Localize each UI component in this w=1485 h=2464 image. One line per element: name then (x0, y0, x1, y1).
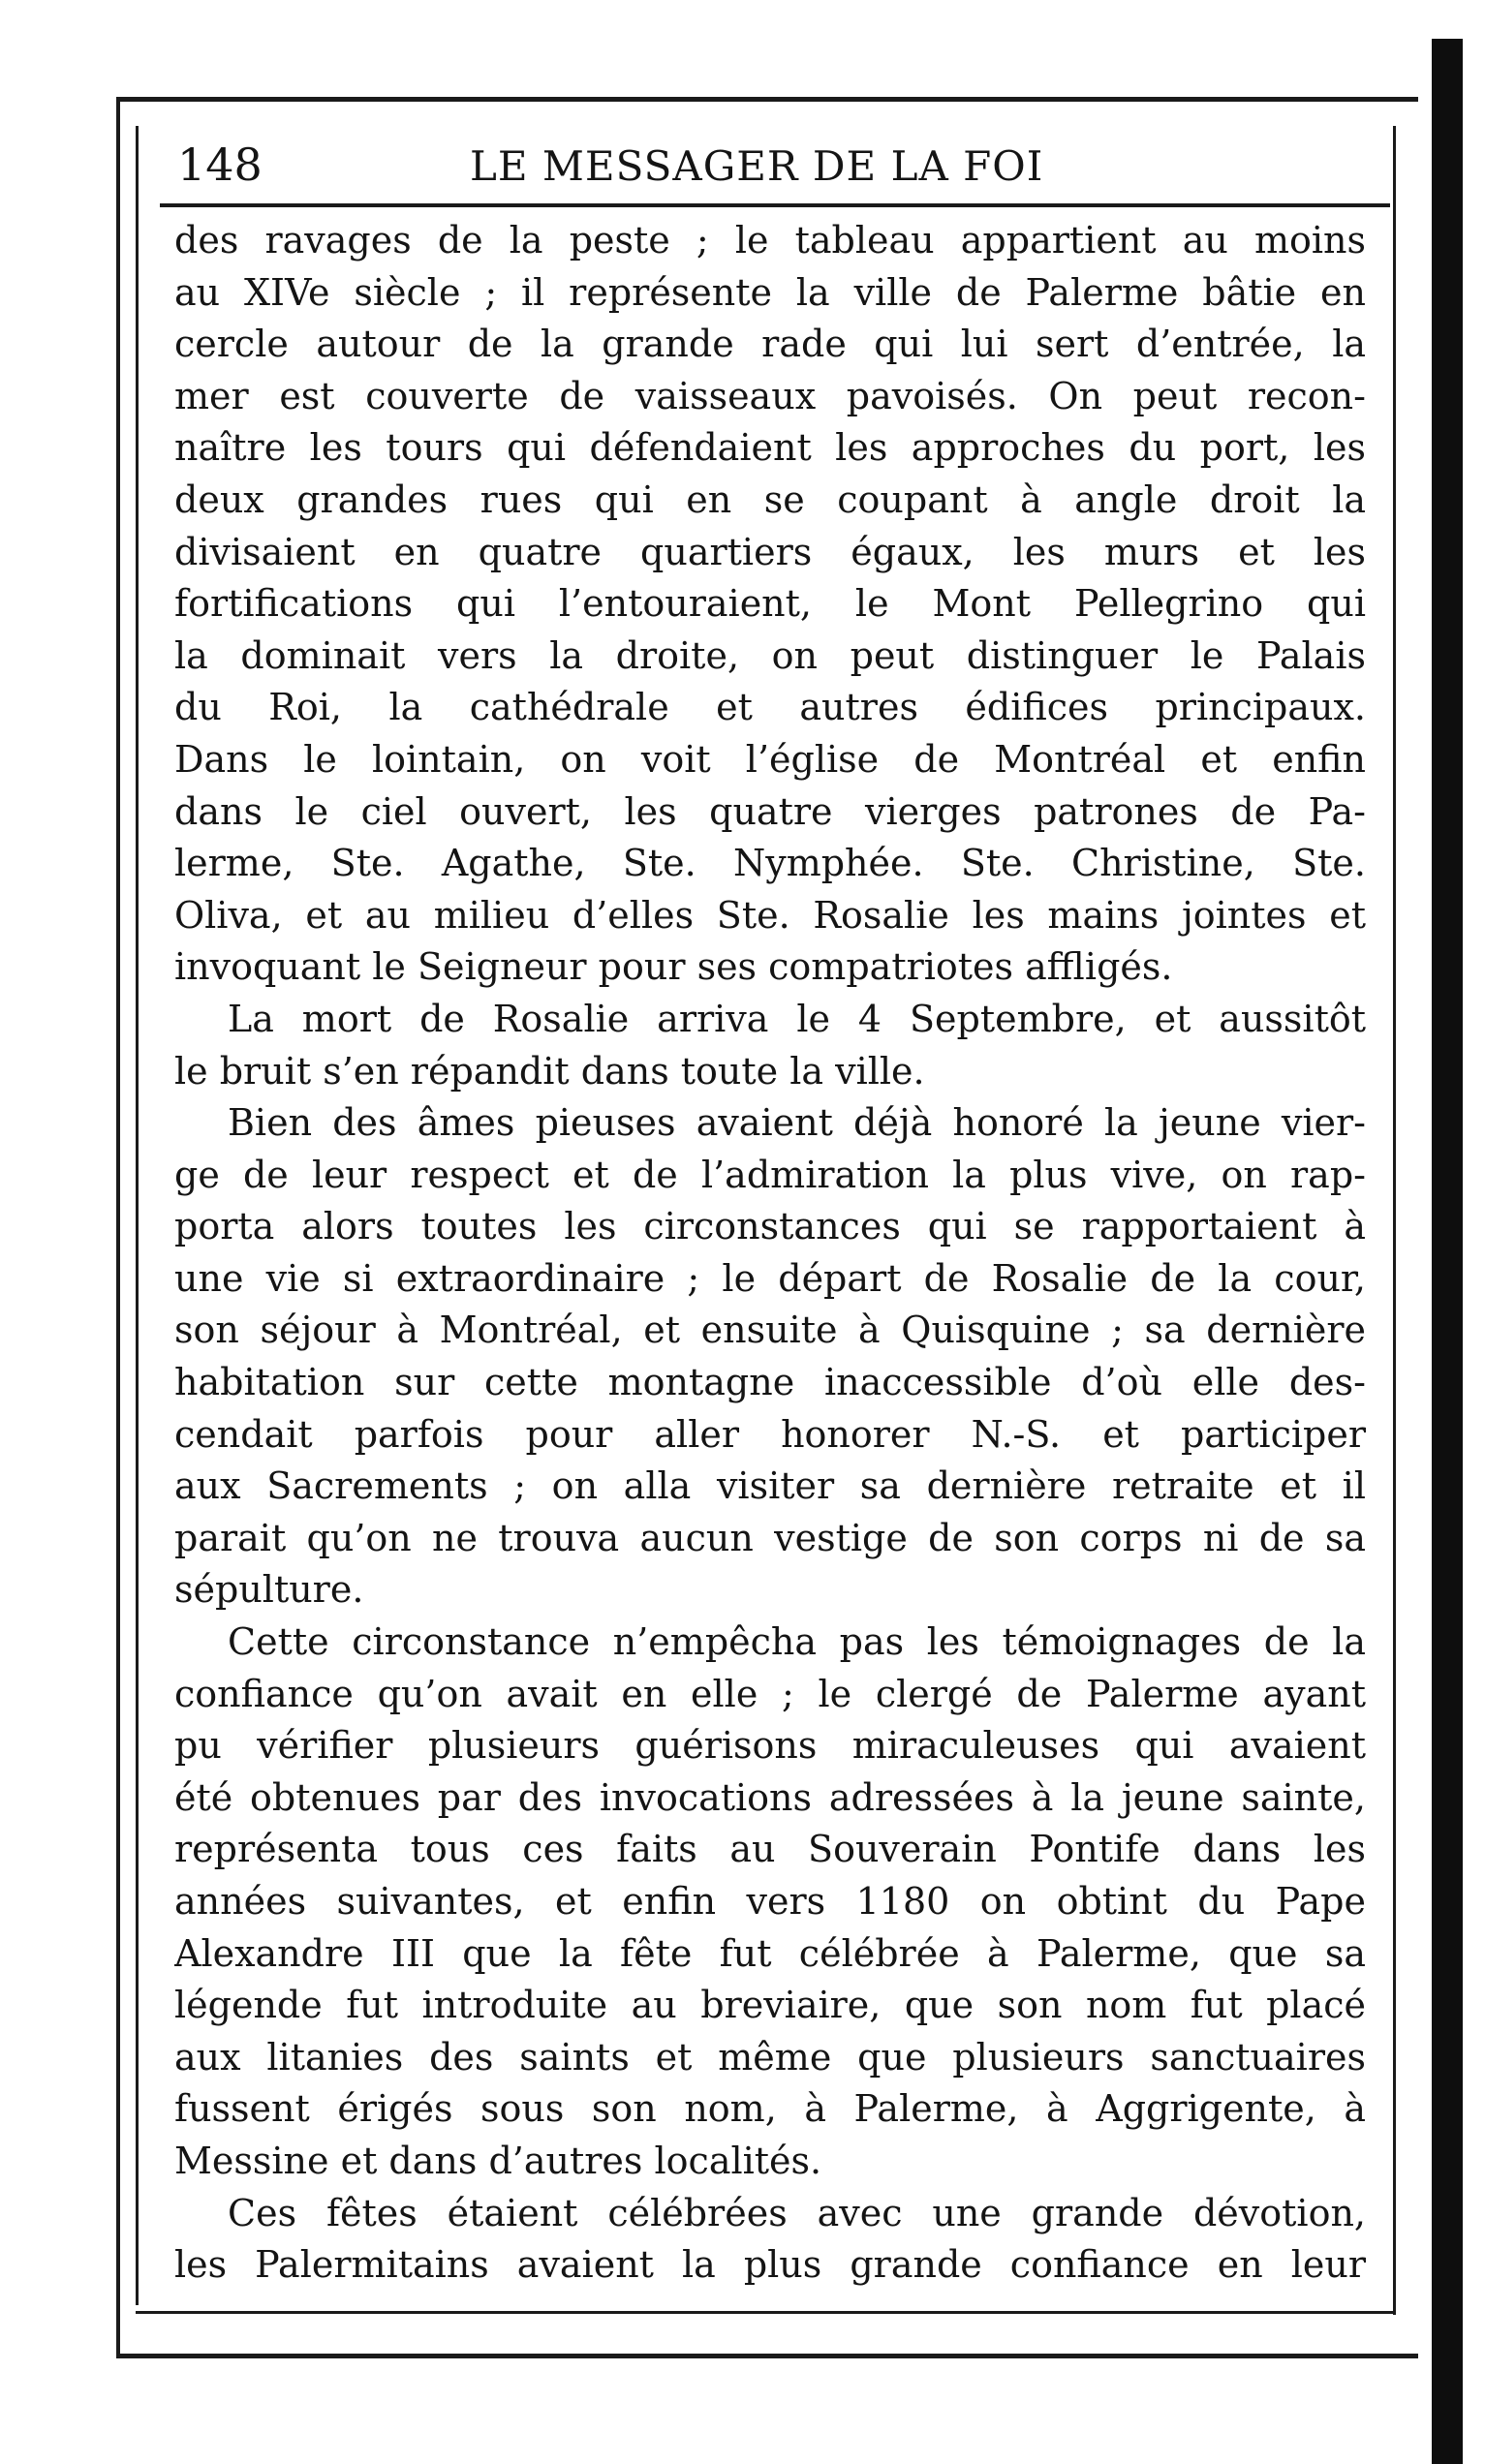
text-line: la dominait vers la droite, on peut distinguer le Palais (174, 633, 1366, 677)
text-line: cercle autour de la grande rade qui lui sert d’entrée, la (174, 323, 1366, 366)
text-line: mer est couverte de vaisseaux pavoisés. On peut recon- (174, 374, 1366, 417)
text-line: confiance qu’on avait en elle ; le clergé de Palerme ayant (174, 1672, 1366, 1715)
text-line: aux Sacrements ; on alla visiter sa dernière retraite et il (174, 1464, 1366, 1508)
text-line: au XIVe siècle ; il représente la ville de Palerme bâtie en (174, 270, 1366, 314)
text-line: son séjour à Montréal, et ensuite à Quisquine ; sa dernière (174, 1309, 1366, 1352)
text-line: divisaient en quatre quartiers égaux, les murs et les (174, 530, 1366, 573)
page-number: 148 (177, 139, 263, 191)
text-line: été obtenues par des invocations adressées à la jeune sainte, (174, 1775, 1366, 1819)
text-line: Alexandre III que la fête fut célébrée à Palerme, que sa (174, 1931, 1366, 1975)
header-rule (160, 203, 1390, 207)
text-line: Cette circonstance n’empêcha pas les témoignages de la (228, 1620, 1366, 1664)
text-line: cendait parfois pour aller honorer N.-S. et participer (174, 1412, 1366, 1456)
text-body (174, 215, 1366, 2292)
text-line: les Palermitains avaient la plus grande confiance en leur (174, 2243, 1366, 2287)
text-line: représenta tous ces faits au Souverain Pontife dans les (174, 1828, 1366, 1871)
text-line: des ravages de la peste ; le tableau appartient au moins (174, 219, 1366, 262)
text-line: lerme, Ste. Agathe, Ste. Nymphée. Ste. Christine, Ste. (174, 842, 1366, 885)
text-line: ge de leur respect et de l’admiration la plus vive, on rap- (174, 1153, 1366, 1196)
text-line: porta alors toutes les circonstances qui se rapportaient à (174, 1205, 1366, 1248)
text-line: La mort de Rosalie arriva le 4 Septembre, et aussitôt (228, 997, 1366, 1040)
text-line: Oliva, et au milieu d’elles Ste. Rosalie les mains jointes et (174, 893, 1366, 937)
text-line: aux litanies des saints et même que plusieurs sanctuaires (174, 2035, 1366, 2079)
text-line: fortifications qui l’entouraient, le Mont Pellegrino qui (174, 582, 1366, 626)
text-line: Ces fêtes étaient célébrées avec une grande dévotion, (228, 2191, 1366, 2234)
text-line: naître les tours qui défendaient les approches du port, les (174, 426, 1366, 470)
text-line: du Roi, la cathédrale et autres édifices principaux. (174, 686, 1366, 729)
text-line: fussent érigés sous son nom, à Palerme, à Aggrigente, à (174, 2087, 1366, 2131)
text-line: dans le ciel ouvert, les quatre vierges patrones de Pa- (174, 789, 1366, 833)
page-edge-shadow (1432, 39, 1463, 2464)
text-line: Bien des âmes pieuses avaient déjà honoré la jeune vier- (228, 1101, 1366, 1145)
text-line: une vie si extraordinaire ; le départ de Rosalie de la cour, (174, 1256, 1366, 1300)
text-line: années suivantes, et enfin vers 1180 on obtint du Pape (174, 1880, 1366, 1923)
footer-rule (136, 2311, 1393, 2314)
text-line: invoquant le Seigneur pour ses compatriotes affligés. (174, 945, 1173, 989)
inner-rule-right (1393, 126, 1396, 2315)
text-line: pu vérifier plusieurs guérisons miraculeuses qui avaient (174, 1724, 1366, 1768)
text-line: le bruit s’en répandit dans toute la ville. (174, 1049, 925, 1093)
text-line: deux grandes rues qui en se coupant à angle droit la (174, 477, 1366, 521)
inner-rule-left (136, 126, 139, 2305)
text-line: parait qu’on ne trouva aucun vestige de son corps ni de sa (174, 1516, 1366, 1559)
text-line: habitation sur cette montagne inaccessible d’où elle des- (174, 1361, 1366, 1404)
text-line: Messine et dans d’autres localités. (174, 2139, 822, 2182)
running-title: LE MESSAGER DE LA FOI (470, 142, 1044, 190)
text-line: sépulture. (174, 1568, 364, 1612)
text-line: légende fut introduite au breviaire, que son nom fut placé (174, 1984, 1366, 2027)
text-line: Dans le lointain, on voit l’église de Montréal et enfin (174, 737, 1366, 781)
